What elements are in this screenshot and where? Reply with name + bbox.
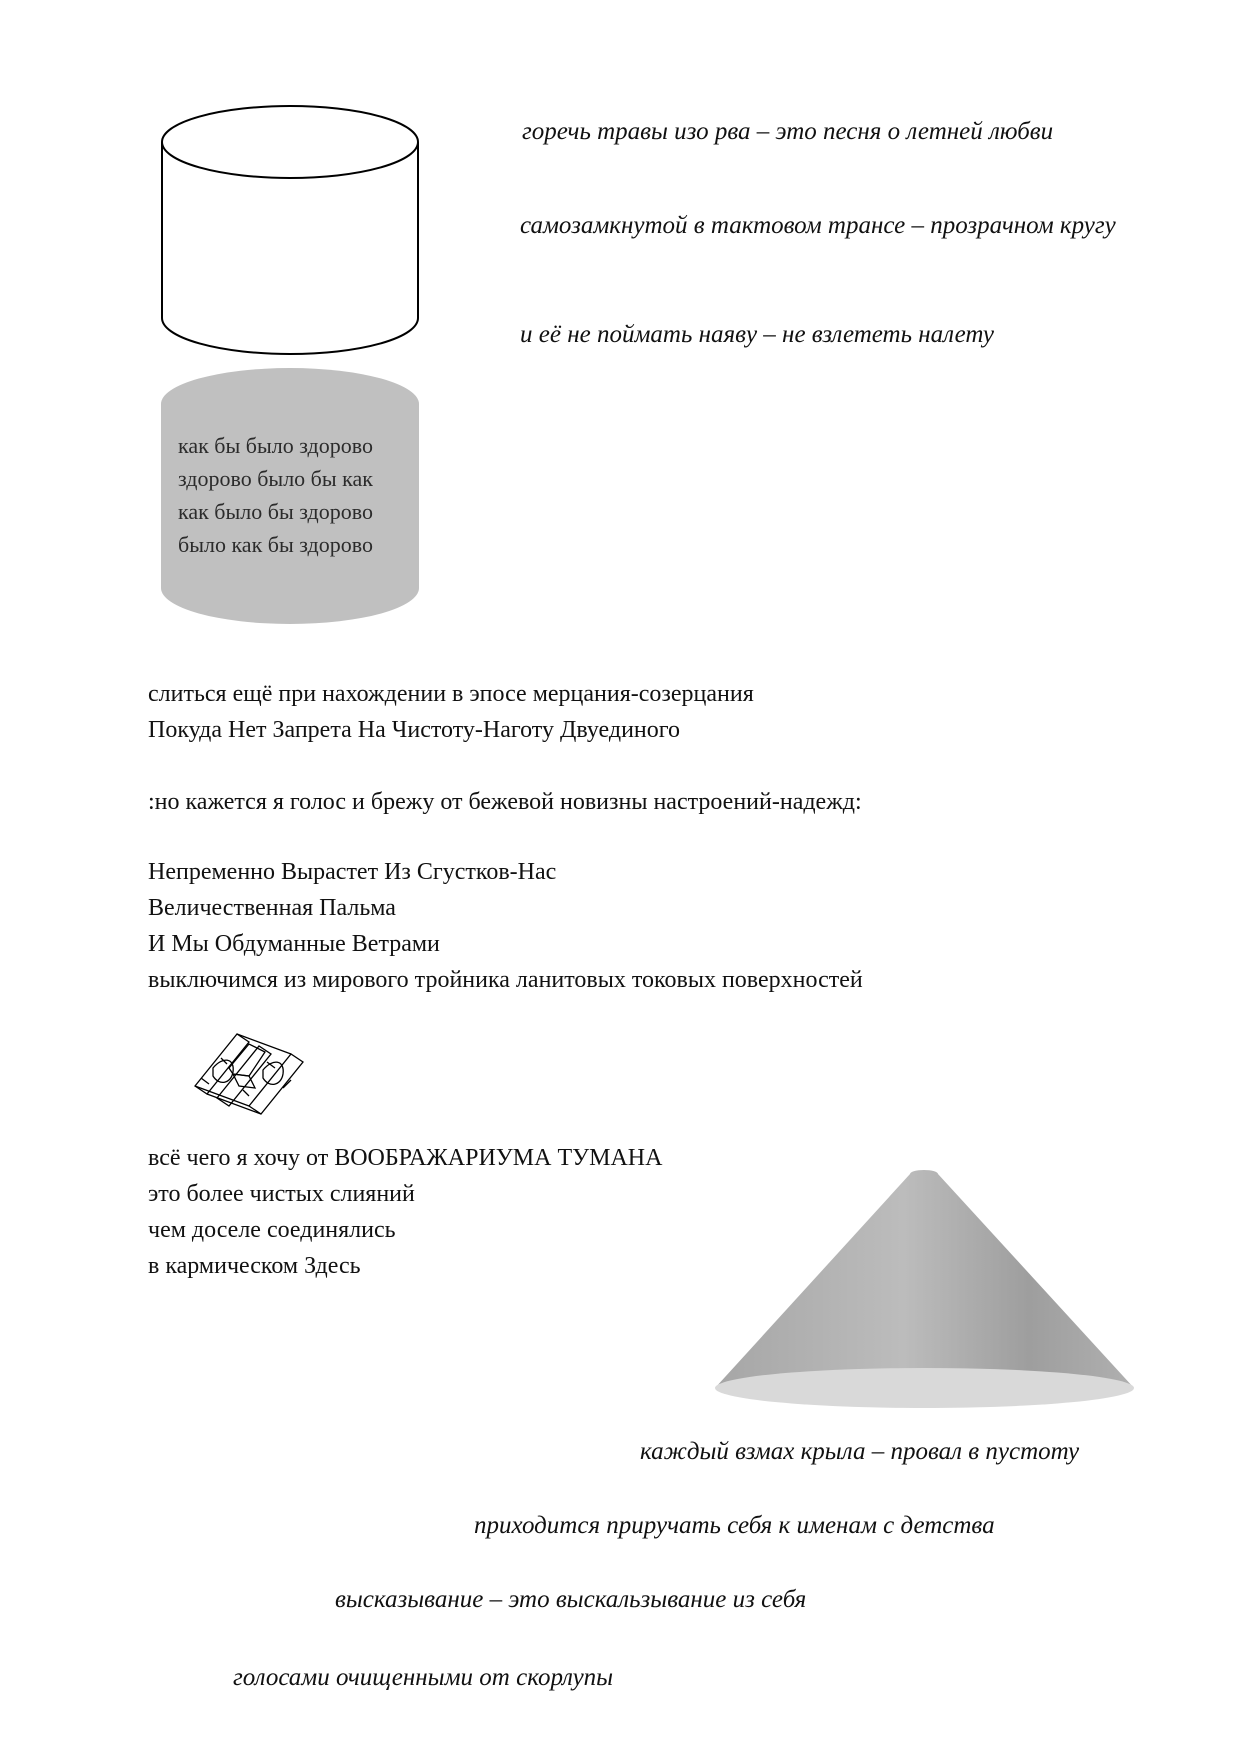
stanza-line: это более чистых слияний [148,1181,415,1207]
stanza-line: всё чего я хочу от ВООБРАЖАРИУМА ТУМАНА [148,1145,663,1171]
stanza-line: И Мы Обдуманные Ветрами [148,931,440,957]
cylinder-line: здорово было бы как [178,466,373,491]
cone-icon [713,1170,1136,1410]
bottom-line-3: высказывание – это выскальзывание из себя [335,1586,807,1613]
stanza-line: выключимся из мирового тройника ланитовых токовых поверхностей [148,967,863,993]
stanza-line: Величественная Пальма [148,895,396,921]
cylinder-line: как было бы здорово [178,499,373,524]
top-line-2: самозамкнутой в тактовом трансе – прозрачном кругу [520,212,1116,239]
stanza-4 [148,1140,662,1284]
cylinder-line: было как бы здорово [178,532,373,557]
bottom-line-1: каждый взмах крыла – провал в пустоту [640,1438,1080,1465]
top-line-1: горечь травы изо рва – это песня о летней любви [522,118,1054,145]
stanza-line: слиться ещё при нахождении в эпосе мерцания-созерцания [148,681,754,707]
bottom-line-4: голосами очищенными от скорлупы [233,1664,614,1691]
stanza-1 [148,676,754,748]
bottom-line-2: приходится приручать себя к именам с детства [474,1512,995,1539]
cylinder-poem [178,429,373,561]
stanza-3 [148,854,863,998]
wireframe-ornament-icon [193,1028,305,1120]
outline-cylinder-icon [160,100,420,360]
top-line-3: и её не поймать наяву – не взлететь налету [520,321,994,348]
stanza-line: Непременно Вырастет Из Сгустков-Нас [148,859,557,885]
stanza-2: :но кажется я голос и брежу от бежевой новизны настроений-надежд: [148,789,862,815]
cylinder-line: как бы было здорово [178,433,373,458]
stanza-line: в кармическом Здесь [148,1253,361,1279]
stanza-line: Покуда Нет Запрета На Чистоту-Наготу Двуединого [148,717,680,743]
stanza-line: чем доселе соединялись [148,1217,396,1243]
